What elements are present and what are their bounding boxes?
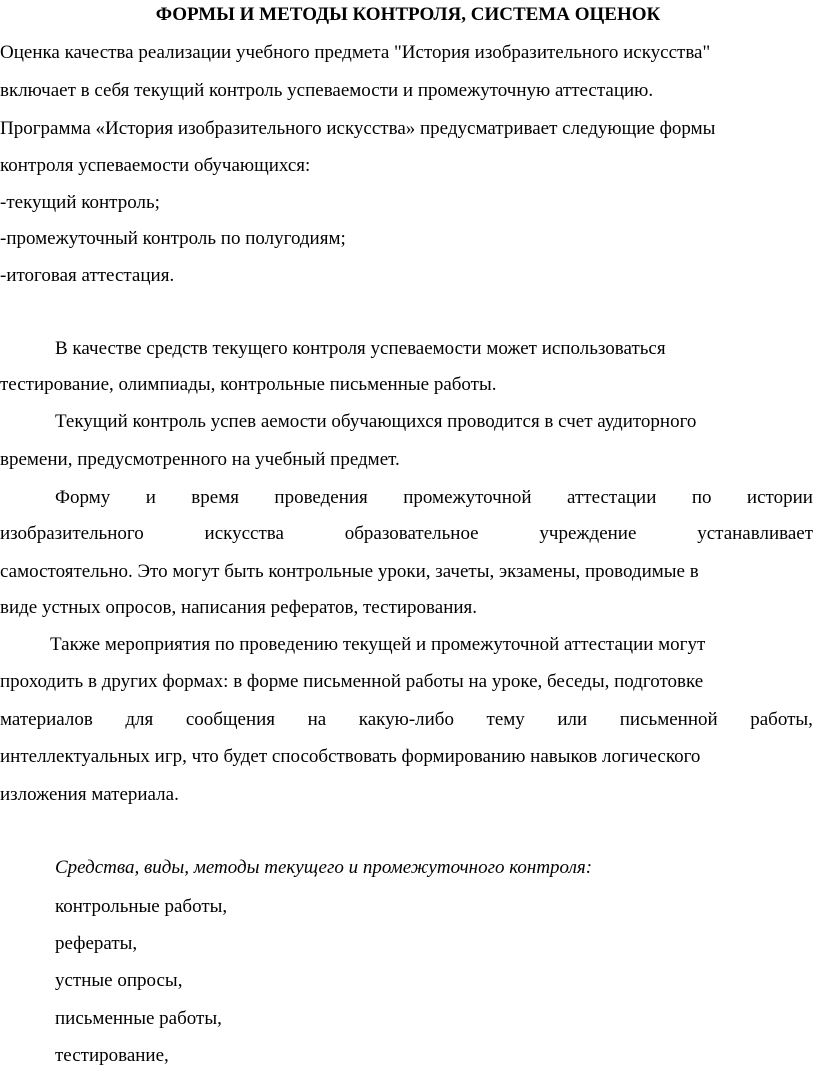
word: образовательное	[344, 523, 479, 544]
word: изобразительного	[0, 523, 144, 544]
word: материалов	[0, 709, 93, 730]
word: тему	[486, 709, 525, 730]
means-item: тестирование,	[55, 1045, 169, 1066]
word: Форму	[55, 487, 111, 508]
intro-line-4: контроля успеваемости обучающихся:	[0, 155, 311, 176]
word: какую-либо	[358, 709, 454, 730]
word: истории	[746, 487, 813, 508]
word: на	[307, 709, 327, 730]
word: или	[557, 709, 588, 730]
word: устанавливает	[697, 523, 813, 544]
paragraph-1-line-2: тестирование, олимпиады, контрольные письменные работы.	[0, 374, 497, 395]
paragraph-4-line-2: проходить в других формах: в форме письменной работы на уроке, беседы, подготовке	[0, 671, 704, 692]
means-item: письменные работы,	[55, 1008, 222, 1029]
word: по	[691, 487, 712, 508]
means-item: контрольные работы,	[55, 896, 228, 917]
word: для	[125, 709, 154, 730]
word: аттестации	[567, 487, 657, 508]
paragraph-3-line-2	[0, 523, 813, 545]
word: письменной	[619, 709, 718, 730]
intro-line-1: Оценка качества реализации учебного предмета "История изобразительного искусства"	[0, 42, 711, 63]
paragraph-4-line-1: Также мероприятия по проведению текущей и промежуточной аттестации могут	[50, 634, 706, 655]
form-item-final: -итоговая аттестация.	[0, 265, 175, 286]
word: сообщения	[185, 709, 276, 730]
intro-line-3: Программа «История изобразительного искусства» предусматривает следующие формы	[0, 118, 716, 139]
means-heading: Средства, виды, методы текущего и промежуточного контроля:	[55, 857, 593, 878]
page-title: ФОРМЫ И МЕТОДЫ КОНТРОЛЯ, СИСТЕМА ОЦЕНОК	[155, 4, 661, 25]
word: и	[145, 487, 156, 508]
paragraph-4-line-5: изложения материала.	[0, 784, 179, 805]
paragraph-4-line-3	[0, 709, 813, 731]
word: промежуточной	[403, 487, 532, 508]
intro-line-2: включает в себя текущий контроль успеваемости и промежуточную аттестацию.	[0, 80, 654, 101]
paragraph-4-line-4: интеллектуальных игр, что будет способствовать формированию навыков логического	[0, 746, 701, 767]
paragraph-3-line-4: виде устных опросов, написания рефератов, тестирования.	[0, 597, 478, 618]
paragraph-2-line-2: времени, предусмотренного на учебный предмет.	[0, 449, 400, 470]
word: искусства	[204, 523, 284, 544]
word: работы,	[750, 709, 813, 730]
means-item: рефераты,	[55, 933, 138, 954]
paragraph-3-line-1	[55, 487, 813, 509]
paragraph-1-line-1: В качестве средств текущего контроля успеваемости может использоваться	[55, 338, 666, 359]
form-item-intermediate: -промежуточный контроль по полугодиям;	[0, 228, 346, 249]
form-item-current: -текущий контроль;	[0, 192, 160, 213]
paragraph-3-line-3: самостоятельно. Это могут быть контрольные уроки, зачеты, экзамены, проводимые в	[0, 561, 699, 582]
means-item: устные опросы,	[55, 970, 183, 991]
paragraph-2-line-1: Текущий контроль успев аемости обучающихся проводится в счет аудиторного	[55, 411, 697, 432]
word: учреждение	[539, 523, 637, 544]
word: время	[191, 487, 239, 508]
word: проведения	[274, 487, 368, 508]
